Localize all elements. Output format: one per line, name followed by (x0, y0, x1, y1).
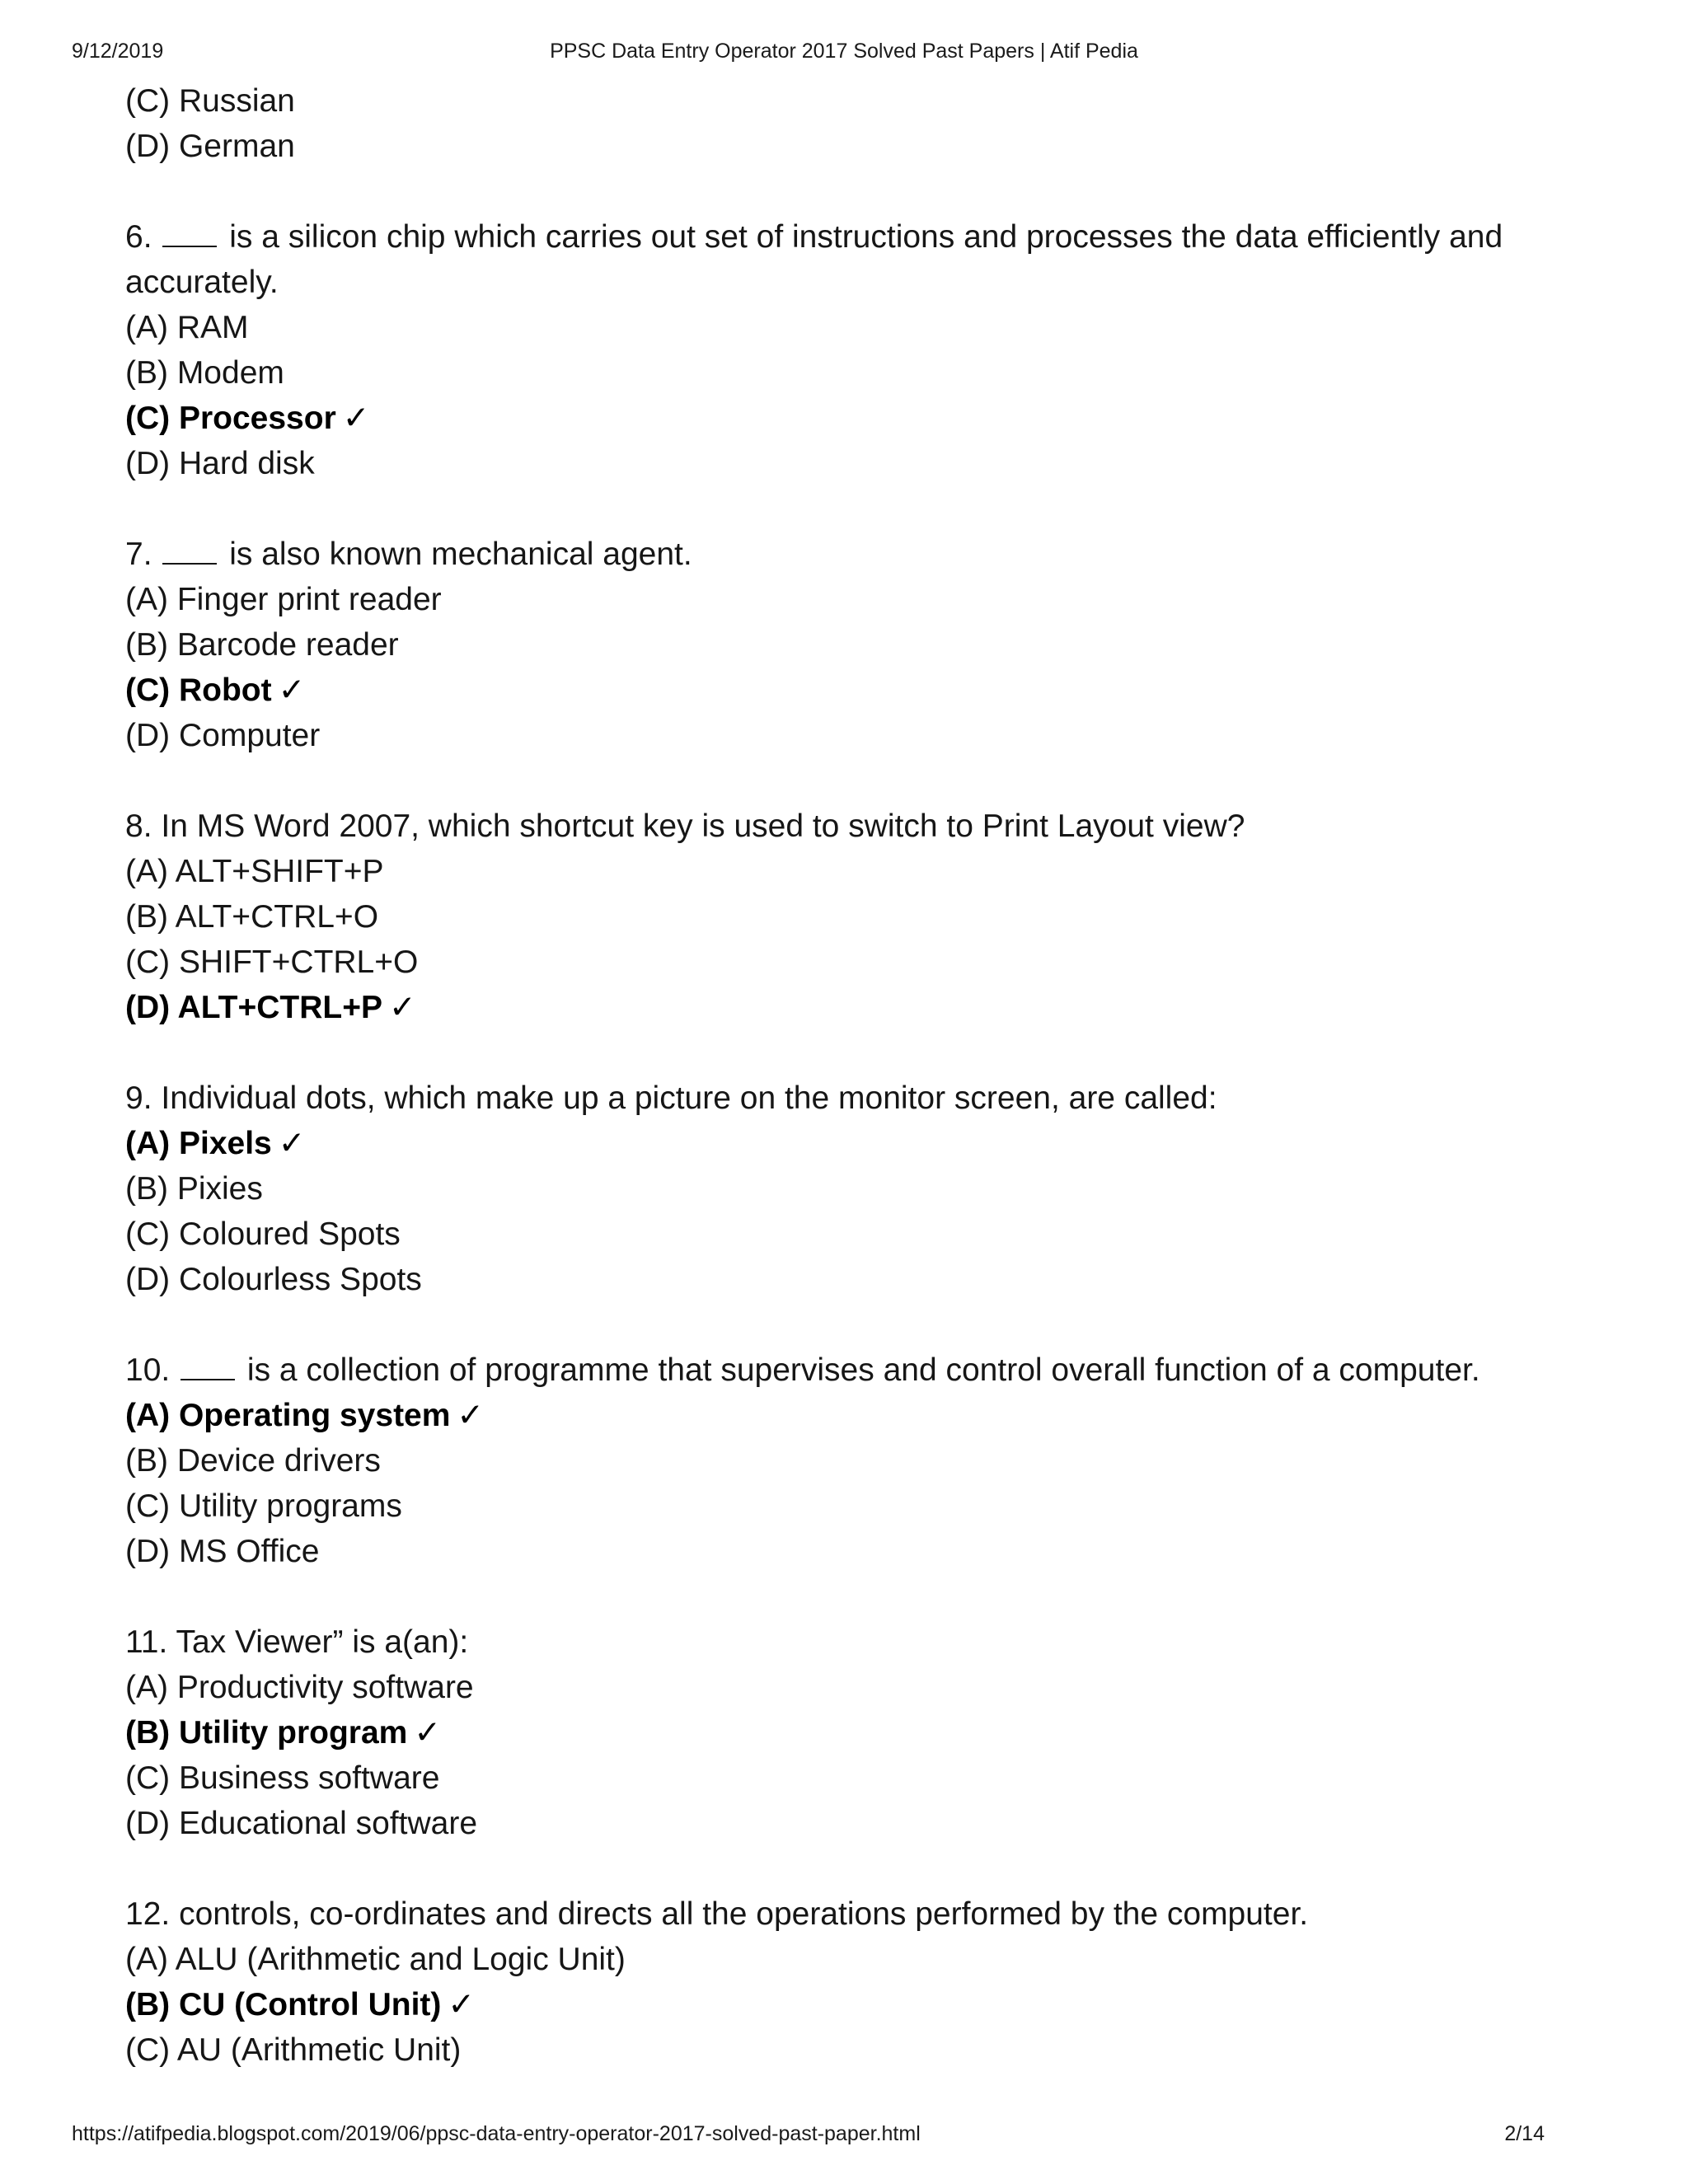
quiz-content (125, 78, 1576, 2073)
question-text: Individual dots, which make up a picture on the monitor screen, are called: (161, 1080, 1217, 1116)
option-text: (B) ALT+CTRL+O (125, 899, 379, 935)
checkmark-icon: ✓ (278, 1125, 306, 1162)
option-text: (A) Productivity software (125, 1670, 474, 1705)
option-text: (C) Business software (125, 1760, 440, 1796)
question-text: is also known mechanical agent. (229, 537, 692, 572)
print-footer (72, 2122, 1616, 2152)
option-text: (A) Operating system (125, 1398, 451, 1433)
option-text: (D) MS Office (125, 1534, 320, 1569)
answer-option: (D) German (125, 129, 295, 164)
option-text: (C) Utility programs (125, 1488, 402, 1524)
question-block (125, 1619, 1576, 1846)
question-spacer (125, 1030, 1576, 1076)
question-text: Tax Viewer” is a(an): (176, 1624, 469, 1660)
option-text: (C) AU (Arithmetic Unit) (125, 2032, 462, 2068)
carryover-options (125, 78, 1576, 169)
answer-option (125, 1212, 1576, 1257)
answer-option: (C) Russian (125, 83, 295, 119)
question-block (125, 1076, 1576, 1302)
option-text: (A) RAM (125, 310, 249, 345)
question-spacer (125, 1302, 1576, 1347)
option-text: (A) Finger print reader (125, 582, 442, 617)
fill-in-blank (181, 1351, 235, 1380)
question-spacer (125, 169, 1576, 214)
option-text: (D) ALT+CTRL+P (125, 990, 382, 1025)
option-text: (C) Processor (125, 401, 336, 436)
question-stem (125, 1347, 1576, 1393)
correct-answer-option (125, 396, 1576, 441)
option-text: (D) Hard disk (125, 446, 315, 481)
correct-answer-option (125, 985, 1576, 1030)
question-block (125, 214, 1576, 486)
answer-option (125, 350, 1576, 396)
checkmark-icon: ✓ (414, 1714, 442, 1751)
option-text: (C) Robot (125, 673, 272, 708)
correct-answer-option (125, 1393, 1576, 1438)
fill-in-blank (162, 535, 217, 565)
option-text: (A) ALU (Arithmetic and Logic Unit) (125, 1942, 626, 1977)
option-text: (C) Coloured Spots (125, 1216, 401, 1252)
page-number: 2/14 (1504, 2122, 1545, 2145)
option-text: (B) Pixies (125, 1171, 263, 1207)
question-number: 9. (125, 1080, 152, 1116)
option-text: (C) SHIFT+CTRL+O (125, 944, 419, 980)
option-text: (B) CU (Control Unit) (125, 1987, 442, 2022)
answer-option (125, 2027, 1576, 2073)
answer-option (125, 1665, 1576, 1710)
question-number: 8. (125, 808, 152, 844)
answer-option (125, 1755, 1576, 1801)
question-stem (125, 214, 1576, 305)
question-number: 10. (125, 1352, 171, 1388)
question-number: 6. (125, 219, 152, 255)
question-text: is a silicon chip which carries out set of instructions and processes the data efficiently and accurately. (125, 219, 1503, 300)
answer-option (125, 849, 1576, 894)
question-spacer (125, 758, 1576, 804)
question-stem (125, 532, 1576, 577)
fill-in-blank (162, 218, 217, 247)
correct-answer-option (125, 1982, 1576, 2027)
question-block (125, 1347, 1576, 1574)
question-stem (125, 804, 1576, 849)
answer-option (125, 940, 1576, 985)
checkmark-icon: ✓ (278, 672, 306, 709)
answer-option (125, 1166, 1576, 1212)
question-text: controls, co-ordinates and directs all the operations performed by the computer. (179, 1896, 1309, 1932)
question-text: is a collection of programme that supervises and control overall function of a computer. (246, 1352, 1480, 1388)
correct-answer-option (125, 1710, 1576, 1755)
answer-option (125, 1483, 1576, 1529)
question-spacer (125, 1846, 1576, 1891)
correct-answer-option (125, 1121, 1576, 1166)
print-header (72, 40, 1616, 69)
question-block (125, 1891, 1576, 2073)
option-text: (D) Computer (125, 718, 321, 753)
print-date: 9/12/2019 (72, 40, 164, 63)
question-stem (125, 1891, 1576, 1937)
answer-option (125, 1257, 1576, 1302)
question-block (125, 532, 1576, 758)
question-number: 11. (125, 1624, 168, 1660)
option-text: (B) Modem (125, 355, 284, 391)
correct-answer-option (125, 668, 1576, 713)
question-text: In MS Word 2007, which shortcut key is used to switch to Print Layout view? (161, 808, 1245, 844)
page-url-link[interactable]: https://atifpedia.blogspot.com/2019/06/ppsc-data-entry-operator-2017-solved-past-paper.html (72, 2122, 921, 2145)
answer-option (125, 1801, 1576, 1846)
answer-option (125, 577, 1576, 622)
answer-option (125, 305, 1576, 350)
option-text: (A) ALT+SHIFT+P (125, 854, 384, 889)
checkmark-icon: ✓ (457, 1397, 485, 1434)
option-text: (D) Colourless Spots (125, 1262, 422, 1297)
question-stem (125, 1619, 1576, 1665)
option-text: (B) Barcode reader (125, 627, 399, 663)
question-spacer (125, 1574, 1576, 1619)
checkmark-icon: ✓ (448, 1986, 476, 2023)
answer-option (125, 894, 1576, 940)
answer-option (125, 713, 1576, 758)
answer-option (125, 441, 1576, 486)
question-number: 7. (125, 537, 152, 572)
checkmark-icon: ✓ (388, 989, 416, 1026)
option-text: (B) Device drivers (125, 1443, 381, 1479)
answer-option (125, 1529, 1576, 1574)
option-text: (B) Utility program (125, 1715, 408, 1750)
option-text: (D) Educational software (125, 1806, 478, 1841)
option-text: (A) Pixels (125, 1126, 272, 1161)
answer-option (125, 622, 1576, 668)
answer-option (125, 1937, 1576, 1982)
question-number: 12. (125, 1896, 171, 1932)
question-spacer (125, 486, 1576, 532)
checkmark-icon: ✓ (342, 400, 370, 437)
question-list (125, 169, 1576, 2073)
answer-option (125, 1438, 1576, 1483)
question-stem (125, 1076, 1576, 1121)
page-title: PPSC Data Entry Operator 2017 Solved Past Papers | Atif Pedia (550, 40, 1138, 63)
question-block (125, 804, 1576, 1030)
